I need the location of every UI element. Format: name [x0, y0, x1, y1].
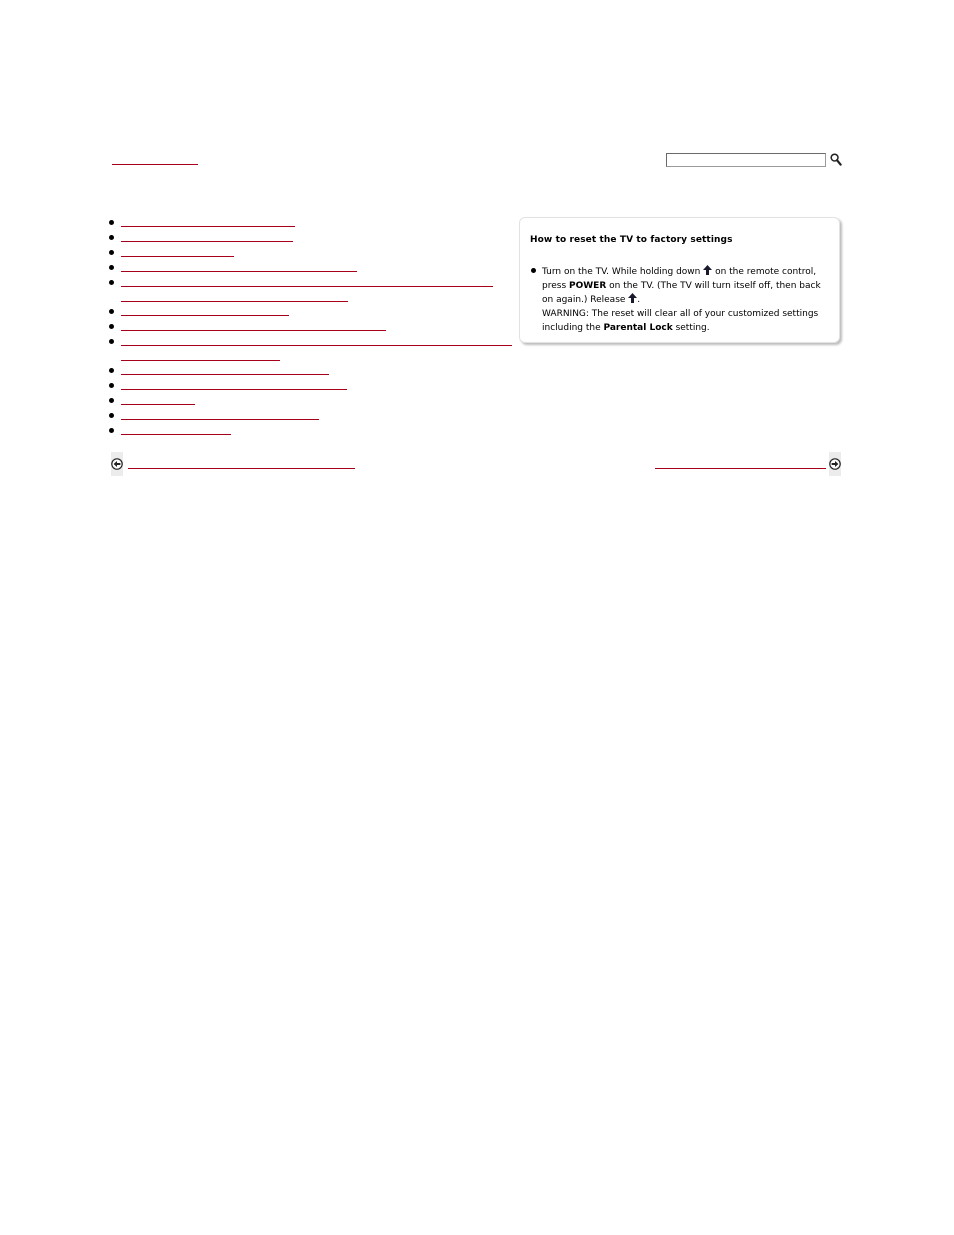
- up-arrow-icon: [703, 265, 712, 275]
- card-title: How to reset the TV to factory settings: [530, 235, 733, 245]
- topic-link[interactable]: [121, 271, 357, 272]
- card-bullet: [531, 268, 536, 273]
- topic-link[interactable]: [121, 286, 493, 287]
- topic-link[interactable]: [121, 241, 293, 242]
- topic-link[interactable]: [121, 330, 386, 331]
- search-input[interactable]: [666, 153, 826, 167]
- topic-link[interactable]: [121, 374, 329, 375]
- topic-link[interactable]: [121, 345, 512, 346]
- next-page-button[interactable]: [829, 452, 841, 476]
- top-link[interactable]: [112, 154, 198, 165]
- topic-link-continued[interactable]: [121, 301, 348, 302]
- magnifier-icon: [830, 153, 842, 166]
- prev-page-link[interactable]: [128, 458, 355, 469]
- card-line: Turn on the TV. While holding down on the remote control,: [542, 267, 817, 277]
- topic-link[interactable]: [121, 419, 319, 420]
- topic-link[interactable]: [121, 389, 347, 390]
- arrow-left-circle-icon: [111, 458, 123, 470]
- prev-page-button[interactable]: [111, 452, 123, 476]
- card-line: including the Parental Lock setting.: [542, 323, 710, 333]
- info-card: [519, 217, 840, 343]
- topic-link[interactable]: [121, 256, 234, 257]
- card-line: press POWER on the TV. (The TV will turn itself off, then back: [542, 281, 821, 291]
- topic-link[interactable]: [121, 434, 231, 435]
- topic-link[interactable]: [121, 226, 295, 227]
- up-arrow-icon: [628, 293, 637, 303]
- topic-link-continued[interactable]: [121, 360, 280, 361]
- arrow-right-circle-icon: [829, 458, 841, 470]
- card-line: WARNING: The reset will clear all of your customized settings: [542, 309, 819, 319]
- card-line: on again.) Release .: [542, 295, 641, 305]
- topic-link[interactable]: [121, 315, 289, 316]
- topic-link[interactable]: [121, 404, 195, 405]
- next-page-link[interactable]: [655, 458, 826, 469]
- search-button[interactable]: [830, 153, 842, 166]
- card-body: [542, 265, 836, 335]
